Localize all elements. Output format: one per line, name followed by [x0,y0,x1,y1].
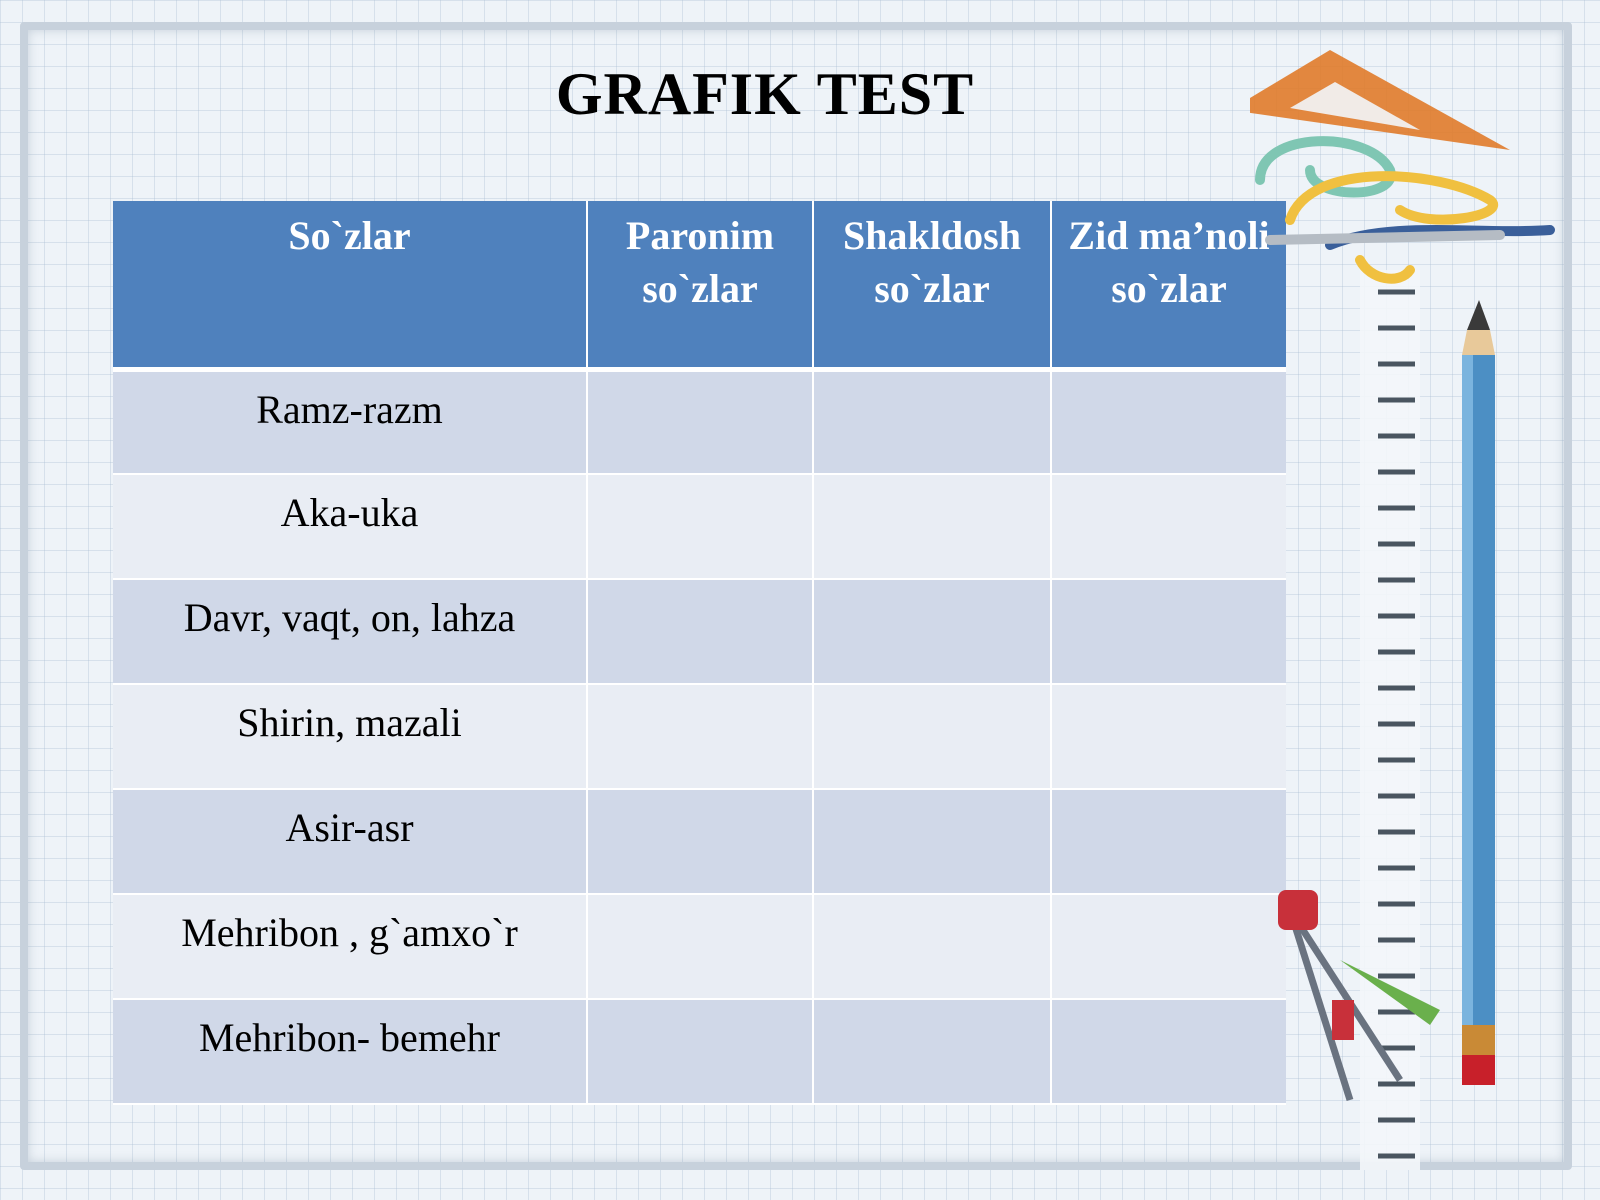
table-row [113,789,1286,894]
header-antonyms: Zid ma’noli so`zlar [1051,201,1286,369]
word-cell: Mehribon- bemehr [113,999,587,1104]
header-words: So`zlar [113,201,587,369]
homonym-cell[interactable] [813,999,1051,1104]
header-homonyms: Shakldosh so`zlar [813,201,1051,369]
homonym-cell[interactable] [813,474,1051,579]
homonym-cell[interactable] [813,894,1051,999]
word-cell: Ramz-razm [113,369,587,474]
paronym-cell[interactable] [587,474,813,579]
word-cell: Asir-asr [113,789,587,894]
school-supplies-decoration [1250,30,1580,1180]
homonym-cell[interactable] [813,369,1051,474]
table-row [113,894,1286,999]
pencil-icon [1462,300,1495,1085]
paronym-cell[interactable] [587,999,813,1104]
table-row [113,684,1286,789]
paronym-cell[interactable] [587,369,813,474]
page-title: GRAFIK TEST [555,61,975,127]
table-row [113,369,1286,474]
word-cell: Shirin, mazali [113,684,587,789]
homonym-cell[interactable] [813,684,1051,789]
table-row [113,474,1286,579]
paronym-cell[interactable] [587,789,813,894]
header-paronyms: Paronim so`zlar [587,201,813,369]
table-header-row [113,201,1286,369]
paronym-cell[interactable] [587,579,813,684]
homonym-cell[interactable] [813,579,1051,684]
word-cell: Davr, vaqt, on, lahza [113,579,587,684]
word-cell: Mehribon , g`amxo`r [113,894,587,999]
table-row [113,999,1286,1104]
word-cell: Aka-uka [113,474,587,579]
paronym-cell[interactable] [587,684,813,789]
paper-clips-icon [1260,141,1550,279]
set-square-icon [1250,50,1510,150]
paronym-cell[interactable] [587,894,813,999]
homonym-cell[interactable] [813,789,1051,894]
table-row [113,579,1286,684]
test-table [113,201,1286,1105]
